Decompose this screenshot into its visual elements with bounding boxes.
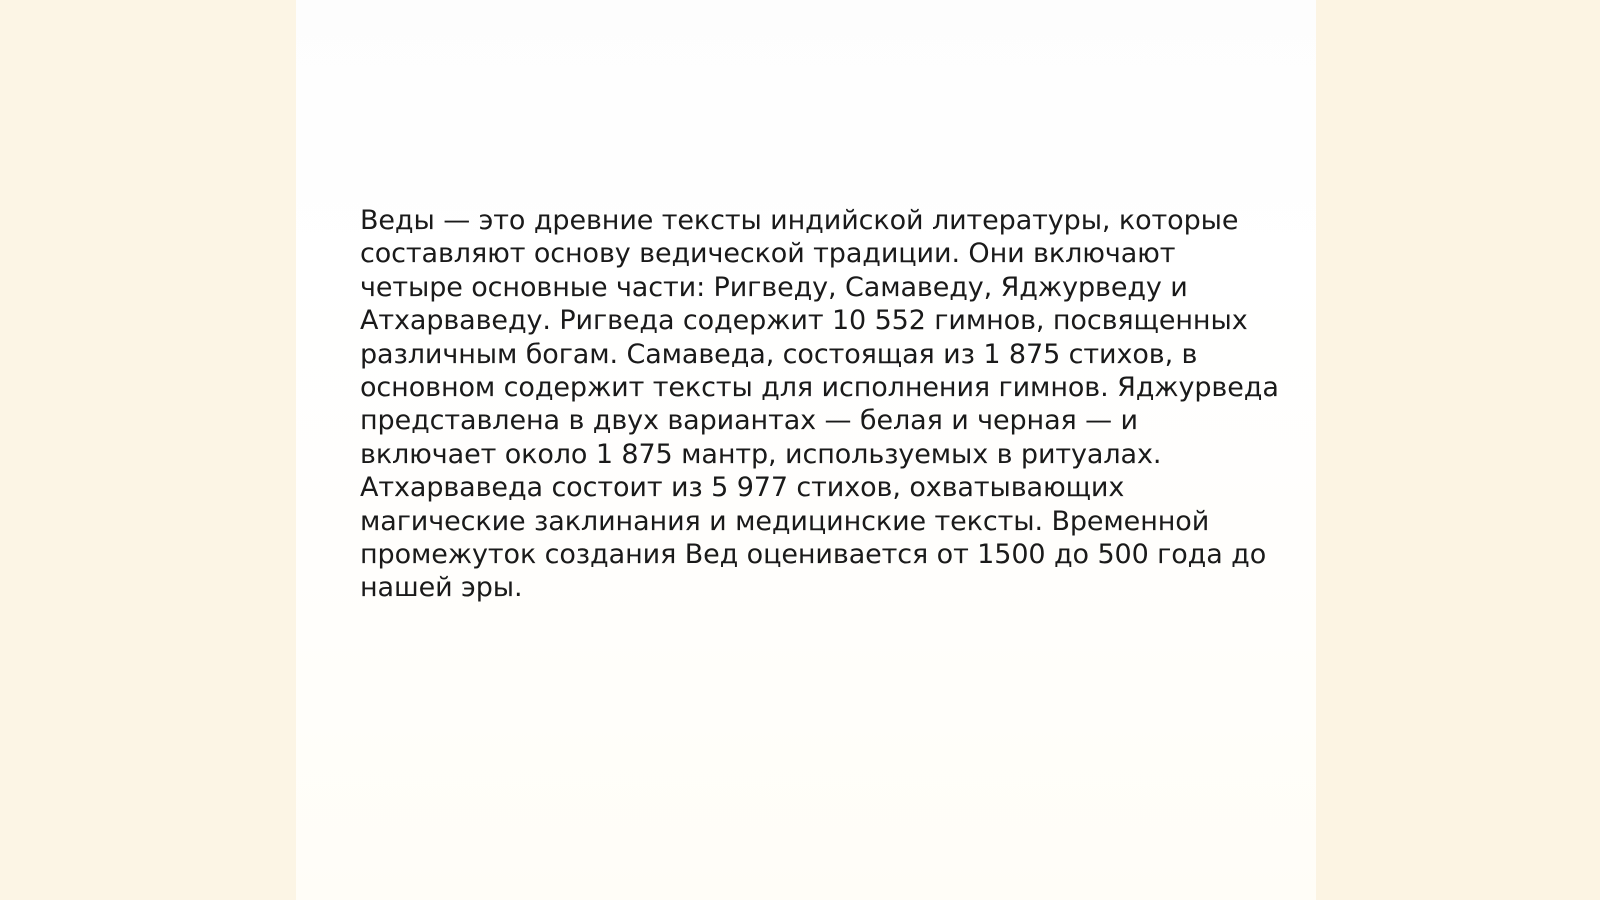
text-line: магические заклинания и медицинские тексты. Временной [360, 505, 1210, 537]
text-line: четыре основные части: Ригведу, Самаведу, Яджурведу и [360, 271, 1188, 303]
text-line: различным богам. Самаведа, состоящая из 1 875 стихов, в [360, 338, 1198, 370]
right-margin-background [1316, 0, 1600, 900]
text-line: нашей эры. [360, 572, 523, 604]
text-line: включает около 1 875 мантр, используемых в ритуалах. [360, 438, 1162, 470]
text-line: составляют основу ведической традиции. Они включают [360, 238, 1176, 270]
text-line: промежуток создания Вед оценивается от 1500 до 500 года до [360, 539, 1267, 571]
text-line: Веды — это древние тексты индийской литературы, которые [360, 205, 1239, 236]
text-line: Атхарваведа состоит из 5 977 стихов, охватывающих [360, 472, 1125, 504]
text-line: представлена в двух вариантах — белая и черная — и [360, 405, 1139, 437]
text-line: основном содержит тексты для исполнения гимнов. Яджурведа [360, 372, 1279, 404]
document-page [296, 0, 1316, 900]
body-paragraph [360, 204, 1279, 605]
text-line: Атхарваведу. Ригведа содержит 10 552 гимнов, посвященных [360, 305, 1248, 337]
left-margin-background [0, 0, 296, 900]
